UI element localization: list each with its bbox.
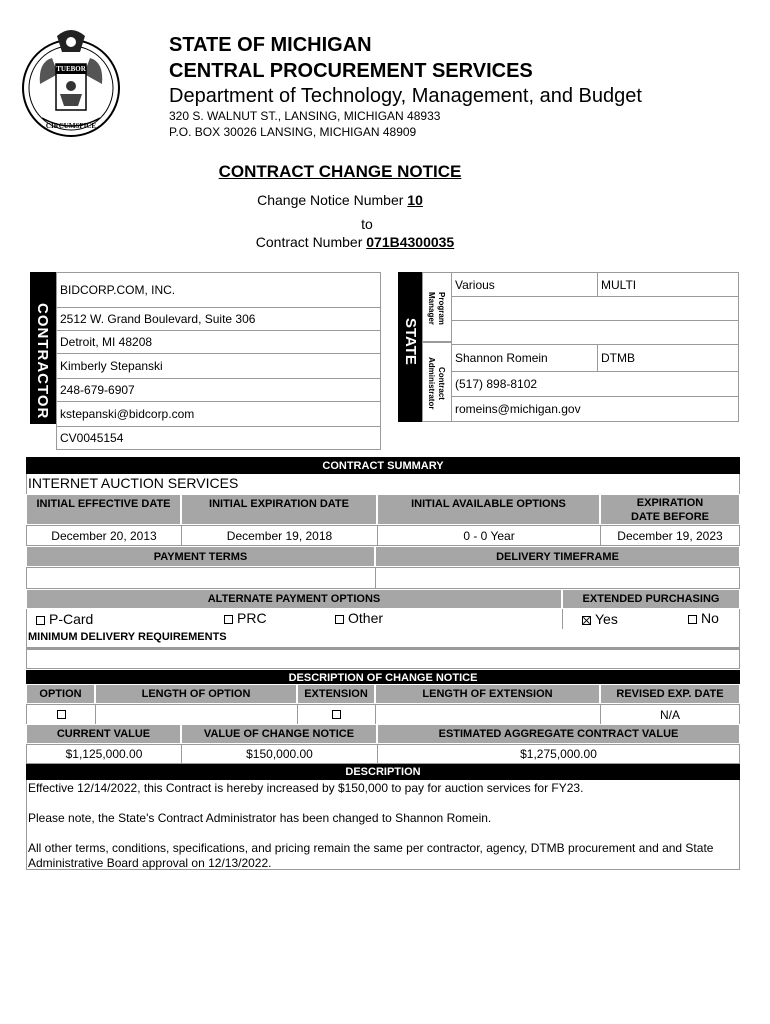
initial-expiration-date: December 19, 2018 <box>181 525 378 546</box>
delivery-timeframe-value <box>375 567 740 589</box>
contract-admin-label: Contract Administrator <box>427 356 446 410</box>
contract-summary-header: CONTRACT SUMMARY <box>26 457 740 474</box>
extended-yes-label: Yes <box>595 611 618 627</box>
michigan-state-seal <box>20 22 122 144</box>
contract-description: INTERNET AUCTION SERVICES <box>28 475 239 491</box>
initial-available-options: 0 - 0 Year <box>377 525 601 546</box>
change-notice-header: DESCRIPTION OF CHANGE NOTICE <box>26 670 740 686</box>
pcard-option[interactable] <box>36 611 93 627</box>
current-value: $1,125,000.00 <box>26 744 182 764</box>
extended-no-option[interactable] <box>688 610 719 626</box>
notice-title: CONTRACT CHANGE NOTICE <box>218 162 462 181</box>
col-revised-exp-date: REVISED EXP. DATE <box>600 684 740 704</box>
other-option[interactable] <box>335 610 383 626</box>
ca-name: Shannon Romein <box>451 344 598 372</box>
col-aggregate-value: ESTIMATED AGGREGATE CONTRACT VALUE <box>377 724 740 744</box>
contract-number-line <box>0 234 710 250</box>
street-address: 320 S. WALNUT ST., LANSING, MICHIGAN 48933 <box>169 109 441 123</box>
extension-checkbox-cell <box>297 704 376 725</box>
contractor-email: kstepanski@bidcorp.com <box>56 401 381 427</box>
col-initial-effective-date: INITIAL EFFECTIVE DATE <box>26 494 181 525</box>
contractor-name: BIDCORP.COM, INC. <box>56 272 381 308</box>
description-paragraph-2: Please note, the State's Contract Administrator has been changed to Shannon Romein. <box>28 811 492 825</box>
value-of-change-notice: $150,000.00 <box>181 744 378 764</box>
program-manager-label: Program Manager <box>427 291 446 325</box>
seal-motto-bottom: CIRCUMSPICE <box>45 122 97 130</box>
contractor-address1: 2512 W. Grand Boulevard, Suite 306 <box>56 307 381 331</box>
contractor-address2: Detroit, MI 48208 <box>56 330 381 354</box>
payment-terms-value <box>26 567 376 589</box>
col-initial-available-options: INITIAL AVAILABLE OPTIONS <box>377 494 600 525</box>
agency-heading: CENTRAL PROCUREMENT SERVICES <box>169 60 533 82</box>
expiration-date-before: December 19, 2023 <box>600 525 740 546</box>
description-header: DESCRIPTION <box>26 764 740 780</box>
col-current-value: CURRENT VALUE <box>26 724 181 744</box>
extended-yes-option[interactable] <box>582 611 618 627</box>
col-option: OPTION <box>26 684 95 704</box>
po-box-address: P.O. BOX 30026 LANSING, MICHIGAN 48909 <box>169 125 417 139</box>
state-side-label: STATE <box>402 318 419 365</box>
pm-agency: MULTI <box>597 272 739 297</box>
description-paragraph-1: Effective 12/14/2022, this Contract is hereby increased by $150,000 to pay for auction services for FY23. <box>28 781 584 795</box>
ca-phone: (517) 898-8102 <box>451 371 739 397</box>
extended-yes-checkbox[interactable] <box>582 616 591 625</box>
minimum-delivery-label: MINIMUM DELIVERY REQUIREMENTS <box>28 631 227 643</box>
contractor-phone: 248-679-6907 <box>56 378 381 402</box>
initial-effective-date: December 20, 2013 <box>26 525 182 546</box>
contract-number: 071B4300035 <box>366 234 455 250</box>
extended-no-checkbox[interactable] <box>688 615 697 624</box>
col-initial-expiration-date: INITIAL EXPIRATION DATE <box>181 494 377 525</box>
ca-agency: DTMB <box>597 344 739 372</box>
change-notice-number: 10 <box>407 192 423 208</box>
contractor-contact: Kimberly Stepanski <box>56 353 381 379</box>
contractor-vendor-id: CV0045154 <box>56 426 381 450</box>
option-checkbox[interactable] <box>57 710 66 719</box>
prc-label: PRC <box>237 610 267 626</box>
pcard-checkbox[interactable] <box>36 616 45 625</box>
description-paragraph-3: All other terms, conditions, specifications, and pricing remain the same per contractor, agency, DTMB procurement and and State Administrative Board approval on 12/13/2022. <box>28 841 714 870</box>
to-label: to <box>361 216 373 232</box>
col-length-of-extension: LENGTH OF EXTENSION <box>375 684 600 704</box>
col-value-of-change-notice: VALUE OF CHANGE NOTICE <box>181 724 377 744</box>
other-label: Other <box>348 610 384 626</box>
contractor-side-label: CONTRACTOR <box>34 303 51 420</box>
change-notice-line <box>0 192 680 208</box>
col-length-of-option: LENGTH OF OPTION <box>95 684 297 704</box>
col-expiration-date-before: EXPIRATION DATE BEFORE <box>600 494 740 525</box>
contract-number-label: Contract Number <box>255 234 367 250</box>
prc-checkbox[interactable] <box>224 615 233 624</box>
seal-motto-top: TUEBOR <box>56 65 86 73</box>
department-heading: Department of Technology, Management, and Budget <box>169 85 642 107</box>
divider <box>562 609 563 629</box>
minimum-delivery-value <box>26 649 740 669</box>
extended-no-label: No <box>701 610 719 626</box>
state-heading: STATE OF MICHIGAN <box>169 34 372 56</box>
extension-checkbox[interactable] <box>332 710 341 719</box>
pcard-label: P-Card <box>49 611 94 627</box>
aggregate-contract-value: $1,275,000.00 <box>377 744 740 764</box>
pm-blank-row1 <box>451 296 739 321</box>
delivery-timeframe-label: DELIVERY TIMEFRAME <box>375 546 740 567</box>
col-extension: EXTENSION <box>297 684 375 704</box>
alternate-payment-options-label: ALTERNATE PAYMENT OPTIONS <box>26 589 562 609</box>
other-checkbox[interactable] <box>335 615 344 624</box>
ca-email: romeins@michigan.gov <box>451 396 739 422</box>
payment-terms-label: PAYMENT TERMS <box>26 546 375 567</box>
length-of-option-value <box>95 704 298 725</box>
prc-option[interactable] <box>224 610 267 626</box>
pm-blank-row2 <box>451 320 739 345</box>
extended-purchasing-label: EXTENDED PURCHASING <box>562 589 740 609</box>
option-checkbox-cell <box>26 704 96 725</box>
pm-name: Various <box>451 272 598 297</box>
change-notice-label: Change Notice Number <box>257 192 408 208</box>
length-of-extension-value <box>375 704 601 725</box>
revised-exp-date-value: N/A <box>600 704 740 725</box>
